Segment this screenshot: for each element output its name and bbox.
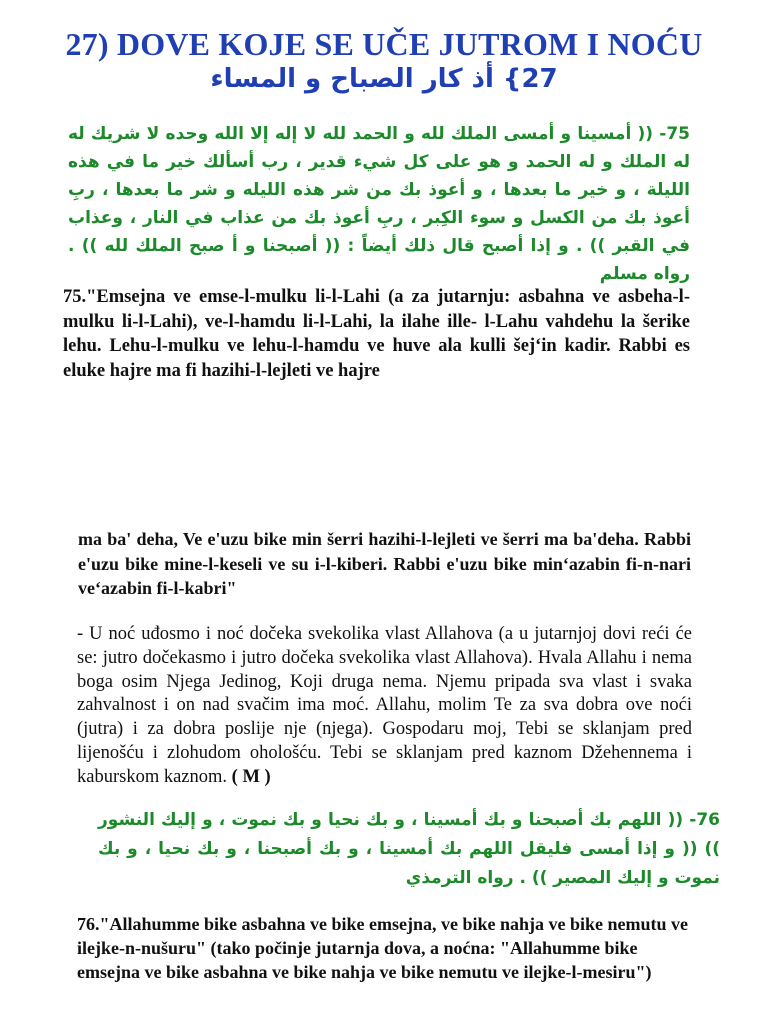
source-mark: ( M ): [231, 766, 271, 787]
dua-75-transliteration-continued: ma ba' deha, Ve e'uzu bike min šerri hazihi-l-lejleti ve šerri ma ba'deha. Rabbi e'uzu bike mine-l-keseli ve su i-l-kiberi. Rabbi e'uzu bike min‘azabin fi-n-nari ve‘azabin fi-l-kabri": [78, 529, 691, 598]
dua-75-transliteration: 75."Emsejna ve emse-l-mulku li-l-Lahi (a za jutarnju: asbahna ve asbeha-l-mulku li-l-Lahi), ve-l-hamdu li-l-Lahi, la ilahe ille- l-Lahu vahdehu la šerike lehu. Lehu-l-mulku ve lehu-l-hamdu ve huve ala kulli šej‘in kadir. Rabbi es eluke hajre ma fi hazihi-l-lejleti ve hajre: [63, 287, 690, 381]
dua-76-arabic-text: 76- (( اللهم بك أصبحنا و بك أمسينا ، و بك نحيا و بك نموت ، و إليك النشور )) (( و إذا أمسى فليقل اللهم بك أمسينا ، و بك أصبحنا ، و بك نحيا ، و بك نموت و إليك المصير )) . رواه الترمذي: [98, 810, 720, 888]
dua-75-arabic: [68, 120, 690, 288]
chapter-arabic-title: 27} أذ كار الصباح و المساء: [210, 64, 558, 94]
dua-76-arabic: [98, 806, 720, 893]
dua-76-transliteration: 76."Allahumme bike asbahna ve bike emsejna, ve bike nahja ve bike nemutu ve ilejke-n-nušuru" (tako počinje jutarnja dova, a noćna: "Allahumme bike emsejna ve bike asbahna ve bike nahja ve bike nemutu ve ilejke-l-mesiru"): [77, 914, 689, 982]
chapter-title: 27) DOVE KOJE SE UČE JUTROM I NOĆU: [65, 26, 703, 62]
dua-75-translation: [77, 623, 692, 790]
dua-75-translation-text: - U noć uđosmo i noć dočeka svekolika vlast Allahova (a u jutarnjoj dovi reći će se: jutro dočekasmo i jutro dočeka svekolika vlast Allahova). Hvala Allahu i nema boga osim Njega Jedinog, Koji druga nema. Njemu pripada sva vlast i svaka zahvalnost i on nad svačim ima moć. Allahu, molim Te za sva dobra ove noći (jutra) i za dobra poslije nje (njega). Gospodaru moj, Tebi se sklanjam pred lijenošću i zlohudom ohološću. Tebi se sklanjam pred kaznom Džehennema i kaburskom kaznom.: [77, 624, 692, 787]
dua-75-arabic-text: 75- (( أمسينا و أمسى الملك لله و الحمد لله لا إله إلا الله وحده لا شريك له له الملك و له الحمد و هو على كل شيء قدير ، رب أسألك خير ما في هذه الليلة ، و خير ما بعدها ، و أعوذ بك من شر هذه الليله و شر ما بعدها ، ربِ أعوذ بك من الكسل و سوء الكِبر ، ربِ أعوذ بك من عذاب في النار ، وعذاب في القبر )) . و إذا أصبح قال ذلك أيضاً : (( أصبحنا و أ صبح الملك لله )) . رواه مسلم: [68, 124, 690, 284]
